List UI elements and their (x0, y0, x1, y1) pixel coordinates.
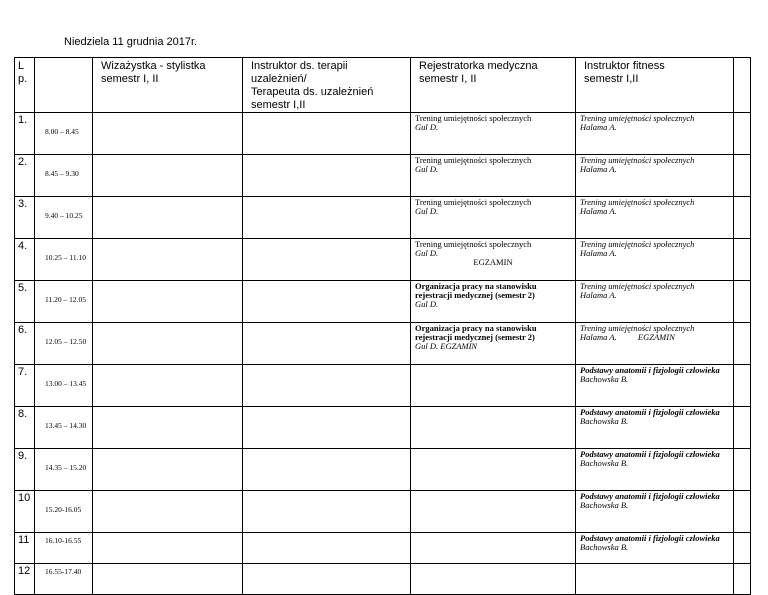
cell-extra (734, 197, 751, 239)
cell-fitness (576, 197, 734, 239)
fitness-subject: Trening umiejętności społecznych (580, 281, 695, 291)
header-row (15, 58, 751, 113)
cell-instruktor-terapii (243, 155, 411, 197)
table-row (15, 197, 751, 239)
fitness-teacher: Halama A. (580, 248, 617, 258)
cell-rejestratorka (411, 197, 576, 239)
cell-rejestratorka (411, 239, 576, 281)
fitness-subject: Trening umiejętności społecznych (580, 155, 695, 165)
cell-extra (734, 281, 751, 323)
cell-wizazystka (93, 564, 243, 595)
rej-subject: Trening umiejętności społecznych (415, 197, 532, 207)
row-number: 5. (15, 281, 35, 323)
cell-wizazystka (93, 197, 243, 239)
cell-rejestratorka (411, 323, 576, 365)
header-wizazystka (93, 58, 243, 113)
rej-teacher: Gul D. (415, 164, 439, 174)
header-lp (15, 58, 35, 113)
table-row (15, 564, 751, 595)
fitness-subject: Podstawy anatomii i fizjologii człowieka (580, 365, 720, 375)
cell-rejestratorka (411, 449, 576, 491)
cell-wizazystka (93, 323, 243, 365)
cell-wizazystka (93, 113, 243, 155)
table-row (15, 407, 751, 449)
header-wizazystka-text: Wizażystka - stylistka semestr I, II (101, 60, 206, 85)
page-date: Niedziela 11 grudnia 2017r. (64, 36, 198, 48)
cell-instruktor-terapii (243, 564, 411, 595)
rej-subject: Trening umiejętności społecznych (415, 113, 532, 123)
cell-fitness (576, 281, 734, 323)
cell-instruktor-terapii (243, 449, 411, 491)
row-time: 12.05 – 12.50 (35, 323, 93, 365)
fitness-subject: Trening umiejętności społecznych (580, 239, 695, 249)
cell-instruktor-terapii (243, 407, 411, 449)
header-instruktor-terapii (243, 58, 411, 113)
cell-fitness (576, 113, 734, 155)
cell-wizazystka (93, 533, 243, 564)
fitness-teacher: Bachowska B. (580, 416, 629, 426)
row-time: 9.40 – 10.25 (35, 197, 93, 239)
cell-instruktor-terapii (243, 197, 411, 239)
header-instruktor-terapii-text: Instruktor ds. terapii uzależnień/ Terapeuta ds. uzależnień semestr I,II (251, 60, 374, 111)
fitness-subject: Podstawy anatomii i fizjologii człowieka (580, 533, 720, 543)
cell-rejestratorka (411, 365, 576, 407)
cell-fitness (576, 365, 734, 407)
row-number: 3. (15, 197, 35, 239)
row-number: 12 (15, 564, 35, 595)
cell-instruktor-terapii (243, 113, 411, 155)
cell-wizazystka (93, 449, 243, 491)
rej-teacher: Gul D. (415, 248, 439, 258)
cell-rejestratorka (411, 113, 576, 155)
row-time: 8.00 – 8.45 (35, 113, 93, 155)
cell-wizazystka (93, 365, 243, 407)
table-row (15, 365, 751, 407)
header-rejestratorka (411, 58, 576, 113)
cell-rejestratorka (411, 564, 576, 595)
rej-teacher: Gul D. (415, 122, 439, 132)
fitness-subject: Trening umiejętności społecznych (580, 113, 695, 123)
rej-subject: Organizacja pracy na stanowisku rejestracji medycznej (semestr 2) (415, 281, 537, 300)
row-time: 16.10-16.55 (35, 533, 93, 564)
fitness-subject: Trening umiejętności społecznych (580, 197, 695, 207)
fitness-subject: Podstawy anatomii i fizjologii człowieka (580, 407, 720, 417)
header-fitness-text: Instruktor fitness semestr I,II (584, 60, 665, 85)
row-number: 7. (15, 365, 35, 407)
fitness-teacher: Halama A. (580, 206, 617, 216)
fitness-teacher: Halama A. (580, 122, 617, 132)
fitness-teacher: Halama A. EGZAMIN (580, 332, 675, 342)
schedule-table (14, 57, 751, 595)
cell-extra (734, 491, 751, 533)
cell-instruktor-terapii (243, 281, 411, 323)
cell-extra (734, 155, 751, 197)
rej-teacher: Gul D. EGZAMIN (415, 341, 478, 351)
cell-fitness (576, 239, 734, 281)
row-time: 8.45 – 9.30 (35, 155, 93, 197)
row-number: 6. (15, 323, 35, 365)
row-number: 2. (15, 155, 35, 197)
table-row (15, 155, 751, 197)
rej-teacher: Gul D. (415, 206, 439, 216)
fitness-subject: Podstawy anatomii i fizjologii człowieka (580, 449, 720, 459)
fitness-teacher: Bachowska B. (580, 500, 629, 510)
cell-rejestratorka (411, 533, 576, 564)
table-row (15, 239, 751, 281)
row-number: 9. (15, 449, 35, 491)
fitness-subject: Podstawy anatomii i fizjologii człowieka (580, 491, 720, 501)
cell-extra (734, 564, 751, 595)
rej-subject: Trening umiejętności społecznych (415, 239, 532, 249)
header-lp-text: L p. (18, 60, 28, 85)
row-time: 16.55-17.40 (35, 564, 93, 595)
table-row (15, 449, 751, 491)
row-time: 10.25 – 11.10 (35, 239, 93, 281)
cell-fitness (576, 155, 734, 197)
cell-wizazystka (93, 155, 243, 197)
cell-extra (734, 407, 751, 449)
row-time: 11.20 – 12.05 (35, 281, 93, 323)
row-number: 8. (15, 407, 35, 449)
row-time: 13.45 – 14.30 (35, 407, 93, 449)
cell-fitness (576, 491, 734, 533)
cell-wizazystka (93, 407, 243, 449)
row-time: 13.00 – 13.45 (35, 365, 93, 407)
cell-extra (734, 449, 751, 491)
cell-extra (734, 533, 751, 564)
cell-wizazystka (93, 281, 243, 323)
fitness-subject: Trening umiejętności społecznych (580, 323, 695, 333)
row-number: 4. (15, 239, 35, 281)
fitness-teacher: Halama A. (580, 164, 617, 174)
rej-subject: Organizacja pracy na stanowisku rejestracji medycznej (semestr 2) (415, 323, 537, 342)
cell-instruktor-terapii (243, 491, 411, 533)
cell-fitness (576, 323, 734, 365)
cell-wizazystka (93, 239, 243, 281)
row-time: 14.35 – 15.20 (35, 449, 93, 491)
cell-fitness (576, 533, 734, 564)
rej-subject: Trening umiejętności społecznych (415, 155, 532, 165)
table-row (15, 533, 751, 564)
cell-rejestratorka (411, 155, 576, 197)
cell-rejestratorka (411, 407, 576, 449)
cell-rejestratorka (411, 281, 576, 323)
header-rejestratorka-text: Rejestratorka medyczna semestr I, II (419, 60, 538, 85)
cell-fitness (576, 407, 734, 449)
table-row (15, 281, 751, 323)
cell-extra (734, 323, 751, 365)
row-number: 10 (15, 491, 35, 533)
cell-extra (734, 239, 751, 281)
fitness-teacher: Bachowska B. (580, 542, 629, 552)
row-number: 1. (15, 113, 35, 155)
header-extra (734, 58, 751, 113)
cell-instruktor-terapii (243, 365, 411, 407)
cell-extra (734, 365, 751, 407)
fitness-teacher: Bachowska B. (580, 458, 629, 468)
cell-extra (734, 113, 751, 155)
row-number: 11 (15, 533, 35, 564)
header-time (35, 58, 93, 113)
cell-rejestratorka (411, 491, 576, 533)
cell-fitness (576, 449, 734, 491)
table-row (15, 491, 751, 533)
cell-wizazystka (93, 491, 243, 533)
cell-fitness (576, 564, 734, 595)
rej-teacher: Gul D. (415, 299, 439, 309)
cell-instruktor-terapii (243, 533, 411, 564)
table-row (15, 113, 751, 155)
rej-exam: EGZAMIN (473, 257, 513, 267)
cell-instruktor-terapii (243, 239, 411, 281)
cell-instruktor-terapii (243, 323, 411, 365)
fitness-teacher: Bachowska B. (580, 374, 629, 384)
header-fitness (576, 58, 734, 113)
row-time: 15.20-16.05 (35, 491, 93, 533)
table-row (15, 323, 751, 365)
fitness-teacher: Halama A. (580, 290, 617, 300)
